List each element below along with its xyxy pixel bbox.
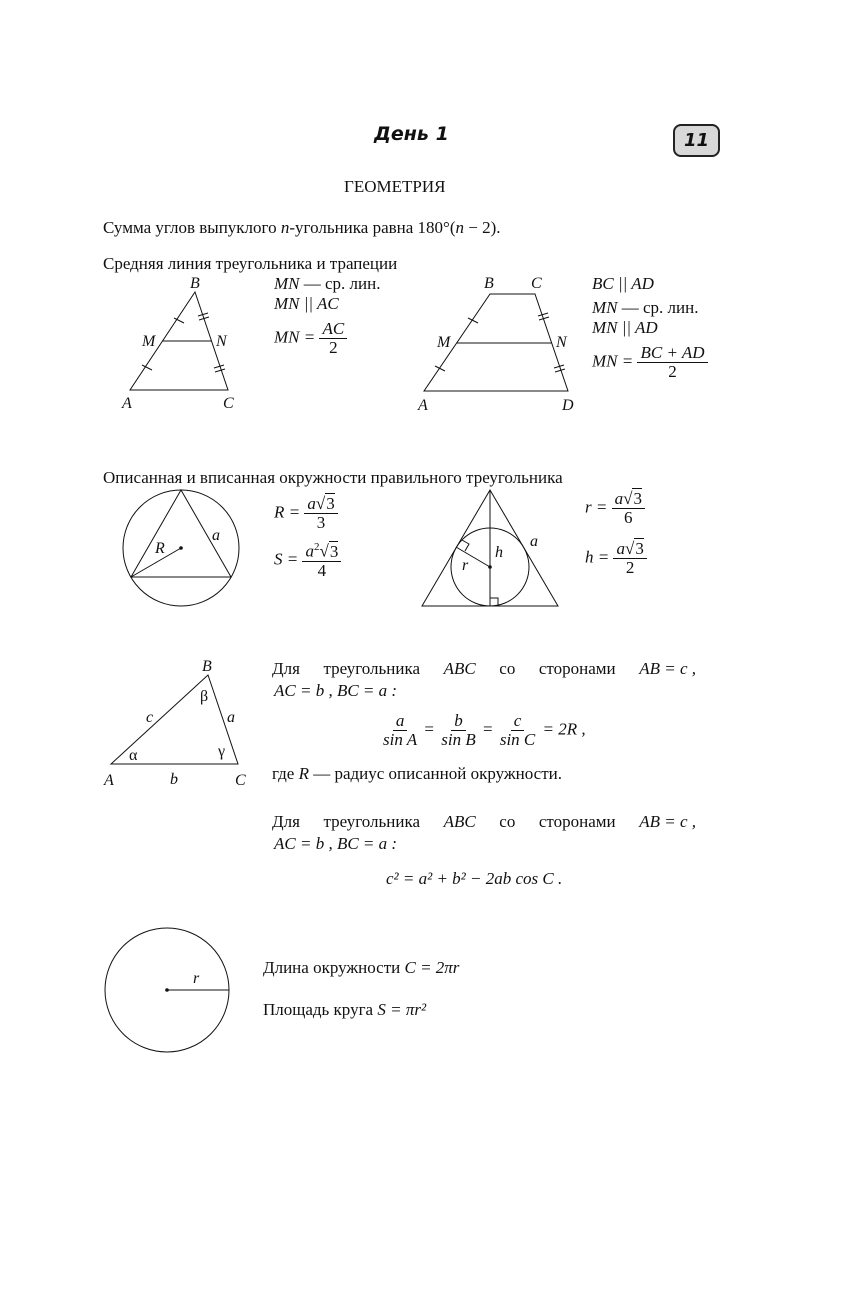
label-h: h <box>495 544 503 561</box>
sine-law-formula: $\frac{a}{\text{sin A}}$ = $\frac{b}{\text{sin B}}$ = $\frac{c}{\text{sin C}}$ = 2R , <box>383 711 586 749</box>
regular-triangle-heading: Описанная и вписанная окружности правильного треугольника <box>103 468 563 487</box>
label-beta: β <box>200 688 209 705</box>
tri-midline-parallel: MN || AC <box>274 294 339 313</box>
sine-law-intro-line2: AC = b , BC = a : <box>274 681 398 700</box>
trap-label-C: C <box>531 275 542 292</box>
trap-midline-def: MN — ср. лин. <box>592 298 699 317</box>
label-N: N <box>216 333 227 350</box>
label-C: C <box>235 772 246 789</box>
label-M: M <box>142 333 156 350</box>
label-C: C <box>223 395 234 412</box>
label-b: b <box>170 771 178 788</box>
sine-law-note: где R — радиус описанной окружности. <box>272 764 562 783</box>
label-r: r <box>193 970 200 987</box>
day-title: День 1 <box>374 123 449 145</box>
circumference-formula: Длина окружности C = 2πr <box>263 958 460 977</box>
label-a: a <box>227 709 235 726</box>
label-a-inscribed: a <box>530 533 538 550</box>
circle-area-formula: Площадь круга S = πr² <box>263 1000 427 1019</box>
page-number: 11 <box>673 124 720 157</box>
inradius-formula: r = $\frac{a√3}{6}$ <box>585 490 645 527</box>
label-A: A <box>122 395 132 412</box>
area-formula: S = $\frac{a^2√3}{4}$ <box>274 542 341 579</box>
trap-label-B: B <box>484 275 494 292</box>
angle-sum-statement: Сумма углов выпуклого n-угольника равна 180°(n − 2). <box>103 218 501 237</box>
label-R: R <box>155 540 165 557</box>
midline-heading: Средняя линия треугольника и трапеции <box>103 254 398 273</box>
label-B: B <box>202 658 212 675</box>
label-a: a <box>212 527 220 544</box>
trap-label-D: D <box>562 397 574 414</box>
trap-midline-formula: MN = $\frac{BC + AD}{2}$ <box>592 344 708 381</box>
trap-label-N: N <box>556 334 567 351</box>
label-A: A <box>104 772 114 789</box>
trap-label-M: M <box>437 334 451 351</box>
cosine-law-formula: c² = a² + b² − 2ab cos C . <box>386 869 563 888</box>
trap-label-A: A <box>418 397 428 414</box>
label-B: B <box>190 275 200 292</box>
tri-midline-def: MN — ср. лин. <box>274 274 381 293</box>
label-gamma: γ <box>218 743 226 760</box>
cosine-law-intro-line2: AC = b , BC = a : <box>274 834 398 853</box>
sine-law-intro-line1: Для треугольника ABC со сторонами AB = c , <box>272 659 696 678</box>
label-r: r <box>462 557 469 574</box>
label-alpha: α <box>129 747 138 764</box>
circumradius-formula: R = $\frac{a√3}{3}$ <box>274 495 338 532</box>
label-c: c <box>146 709 154 726</box>
cosine-law-intro-line1: Для треугольника ABC со сторонами AB = c , <box>272 812 696 831</box>
trap-midline-parallel: MN || AD <box>592 318 658 337</box>
height-formula: h = $\frac{a√3}{2}$ <box>585 540 647 577</box>
tri-midline-formula: MN = $\frac{AC}{2}$ <box>274 320 347 357</box>
trap-parallel-bases: BC || AD <box>592 274 654 293</box>
section-title: ГЕОМЕТРИЯ <box>344 177 446 196</box>
